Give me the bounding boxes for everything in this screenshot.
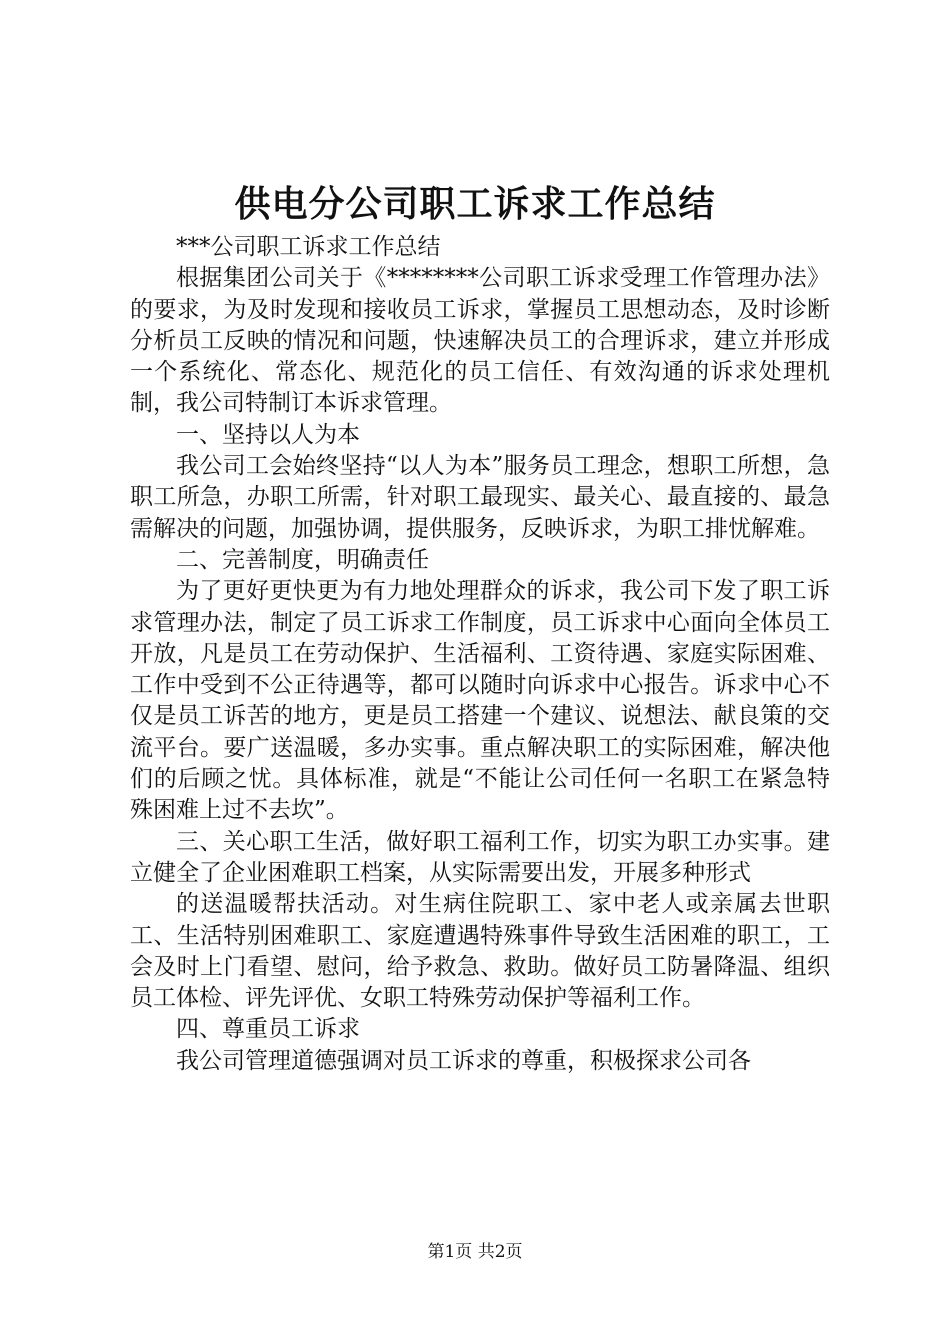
intro-paragraph: 根据集团公司关于《********公司职工诉求受理工作管理办法》的要求，为及时发现和接收员工诉求，掌握员工思想动态，及时诊断分析员工反映的情况和问题，快速解决员工的合理诉求，建立并形成一个系统化、常态化、规范化的员工信任、有效沟通的诉求处理机制，我公司特制订本诉求管理。	[130, 265, 830, 417]
section-3-continuation: 的送温暖帮扶活动。对生病住院职工、家中老人或亲属去世职工、生活特别困难职工、家庭遭遇特殊事件导致生活困难的职工，工会及时上门看望、慰问，给予救急、救助。做好员工防暑降温、组织员工体检、评先评优、女职工特殊劳动保护等福利工作。	[130, 891, 830, 1012]
page-footer: 第1页 共2页	[427, 1242, 523, 1262]
document-body	[130, 232, 830, 1077]
section-heading-2: 二、完善制度，明确责任	[176, 546, 429, 573]
subtitle-paragraph: ***公司职工诉求工作总结	[176, 234, 441, 260]
section-3-paragraph: 三、关心职工生活，做好职工福利工作，切实为职工办实事。建立健全了企业困难职工档案，从实际需要出发，开展多种形式	[130, 828, 830, 886]
section-4-paragraph: 我公司管理道德强调对员工诉求的尊重，积极探求公司各	[176, 1047, 751, 1074]
section-heading-1: 一、坚持以人为本	[176, 421, 360, 448]
section-1-paragraph: 我公司工会始终坚持“以人为本”服务员工理念，想职工所想，急职工所急，办职工所需，针对职工最现实、最关心、最直接的、最急需解决的问题，加强协调，提供服务，反映诉求，为职工排忧解难。	[130, 453, 830, 542]
section-2-paragraph: 为了更好更快更为有力地处理群众的诉求，我公司下发了职工诉求管理办法，制定了员工诉求工作制度，员工诉求中心面向全体员工开放，凡是员工在劳动保护、生活福利、工资待遇、家庭实际困难、工作中受到不公正待遇等，都可以随时向诉求中心报告。诉求中心不仅是员工诉苦的地方，更是员工搭建一个建议、说想法、献良策的交流平台。要广送温暖，多办实事。重点解决职工的实际困难，解决他们的后顾之忧。具体标准，就是“不能让公司任何一名职工在紧急特殊困难上过不去坎”。	[130, 578, 830, 824]
section-heading-4: 四、尊重员工诉求	[176, 1016, 360, 1043]
document-title: 供电分公司职工诉求工作总结	[234, 183, 716, 225]
